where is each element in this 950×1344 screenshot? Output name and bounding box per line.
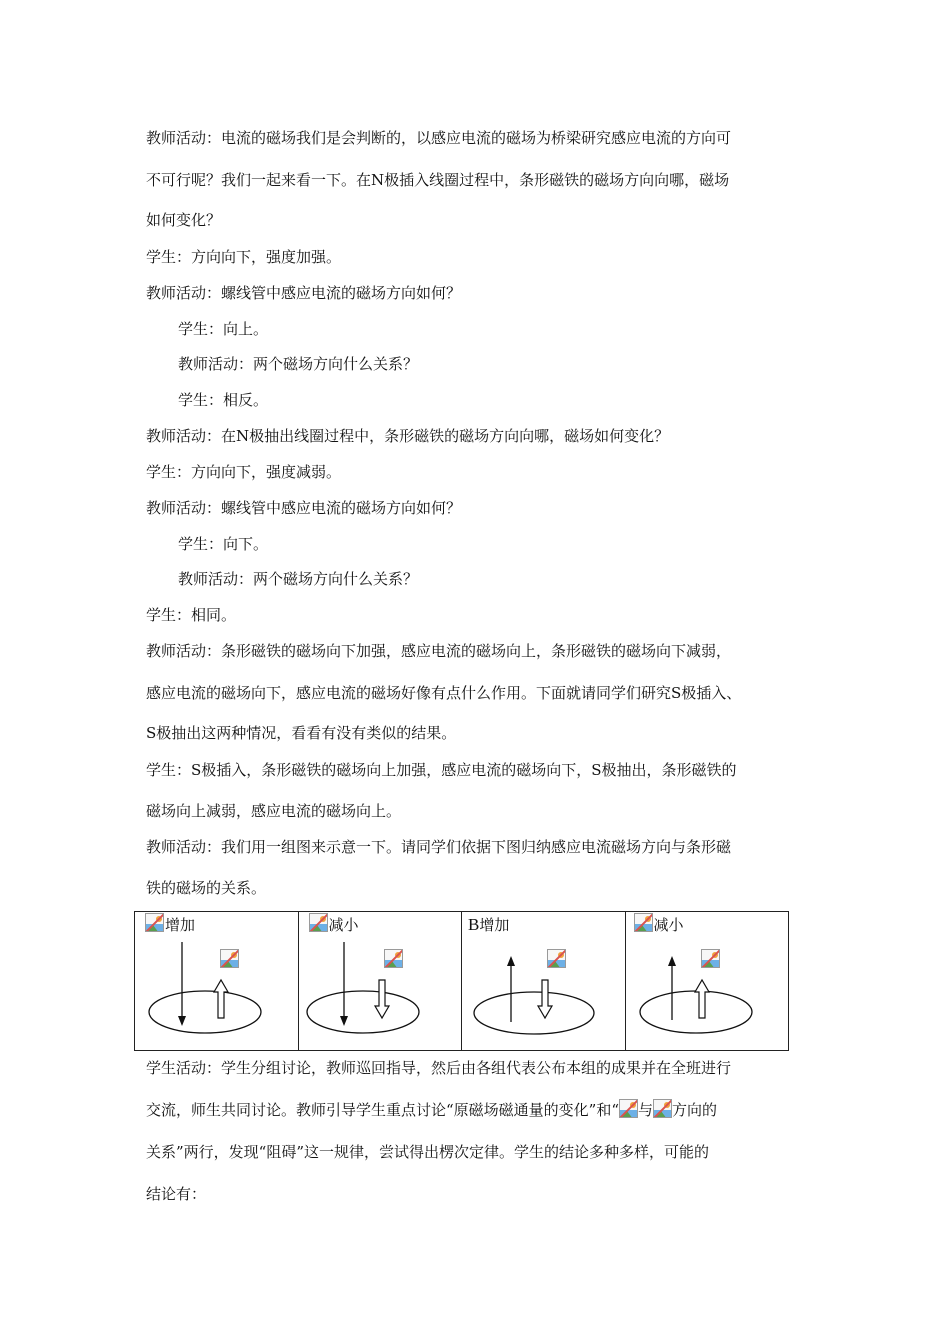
- para-line-11: 教师活动：螺线管中感应电流的磁场方向如何？: [146, 499, 462, 517]
- after-line-3: 关系”两行，发现“阻碍”这一规律，尝试得出楞次定律。学生的结论多种多样，可能的: [146, 1143, 710, 1161]
- coil-loop: [474, 992, 594, 1034]
- after-line-1: 学生活动：学生分组讨论，教师巡回指导，然后由各组代表公布本组的成果并在全班进行: [146, 1059, 732, 1077]
- b-symbol: B: [468, 915, 480, 934]
- para-line-10: 学生：方向向下，强度减弱。: [146, 463, 342, 481]
- induced-field-arrow: [538, 980, 552, 1018]
- magnet-field-arrowhead: [668, 956, 676, 966]
- induction-diagram: [135, 912, 298, 1050]
- para-line-7: 教师活动：两个磁场方向什么关系？: [178, 355, 419, 373]
- para-line-14: 学生：相同。: [146, 606, 237, 624]
- figure-table: [134, 911, 789, 1051]
- magnet-field-arrowhead: [178, 1016, 186, 1026]
- para-line-20: 教师活动：我们用一组图来示意一下。请同学们依据下图归纳感应电流磁场方向与条形磁: [146, 838, 732, 856]
- broken-image-icon: [653, 1099, 672, 1118]
- para-line-1: 教师活动：电流的磁场我们是会判断的，以感应电流的磁场为桥梁研究感应电流的方向可: [146, 129, 732, 147]
- field-change-text: 增加: [479, 916, 510, 934]
- para-line-15: 教师活动：条形磁铁的磁场向下加强，感应电流的磁场向上，条形磁铁的磁场向下减弱，: [146, 642, 732, 660]
- para-line-3: 如何变化？: [146, 211, 222, 229]
- para-line-2: 不可行呢？我们一起来看一下。在N极插入线圈过程中，条形磁铁的磁场方向向哪，磁场: [146, 171, 730, 189]
- magnet-field-arrowhead: [507, 956, 515, 966]
- figure-cell-3: [462, 912, 626, 1050]
- para-line-12: 学生：向下。: [178, 535, 269, 553]
- induction-diagram: [299, 912, 462, 1050]
- after-line-4: 结论有：: [146, 1185, 207, 1203]
- para-line-13: 教师活动：两个磁场方向什么关系？: [178, 570, 419, 588]
- after-line-2-end: 方向的: [672, 1101, 718, 1119]
- magnet-field-arrowhead: [340, 1016, 348, 1026]
- figure-cell-4: [626, 912, 789, 1050]
- after-line-2: [146, 1099, 717, 1120]
- after-line-2-text: 交流，师生共同讨论。教师引导学生重点讨论“原磁场磁通量的变化”和“: [146, 1101, 620, 1119]
- broken-image-icon: [619, 1099, 638, 1118]
- para-line-17: S极抽出这两种情况，看看有没有类似的结果。: [146, 724, 457, 742]
- para-line-9: 教师活动：在N极抽出线圈过程中，条形磁铁的磁场方向向哪，磁场如何变化？: [146, 427, 670, 445]
- field-change-label: 增加: [165, 916, 196, 934]
- induced-field-arrow: [375, 980, 389, 1018]
- para-line-16: 感应电流的磁场向下，感应电流的磁场好像有点什么作用。下面就请同学们研究S极插入、: [146, 684, 742, 702]
- and-word: 与: [638, 1101, 654, 1119]
- induced-field-arrow: [214, 980, 228, 1018]
- induction-diagram: [462, 912, 625, 1050]
- coil-loop: [149, 991, 261, 1033]
- para-line-6: 学生：向上。: [178, 320, 269, 338]
- para-line-8: 学生：相反。: [178, 391, 269, 409]
- para-line-18: 学生：S极插入，条形磁铁的磁场向上加强，感应电流的磁场向下，S极抽出，条形磁铁的: [146, 761, 737, 779]
- induced-field-arrow: [695, 980, 709, 1018]
- coil-loop: [307, 991, 419, 1033]
- para-line-21: 铁的磁场的关系。: [146, 879, 267, 897]
- field-change-label: 减小: [653, 916, 684, 934]
- para-line-19: 磁场向上减弱，感应电流的磁场向上。: [146, 802, 402, 820]
- para-line-4: 学生：方向向下，强度加强。: [146, 248, 342, 266]
- induction-diagram: [626, 912, 789, 1050]
- para-line-5: 教师活动：螺线管中感应电流的磁场方向如何？: [146, 284, 462, 302]
- coil-loop: [640, 991, 752, 1033]
- field-change-label: 减小: [328, 916, 359, 934]
- figure-cell-1: [135, 912, 299, 1050]
- figure-cell-2: [299, 912, 463, 1050]
